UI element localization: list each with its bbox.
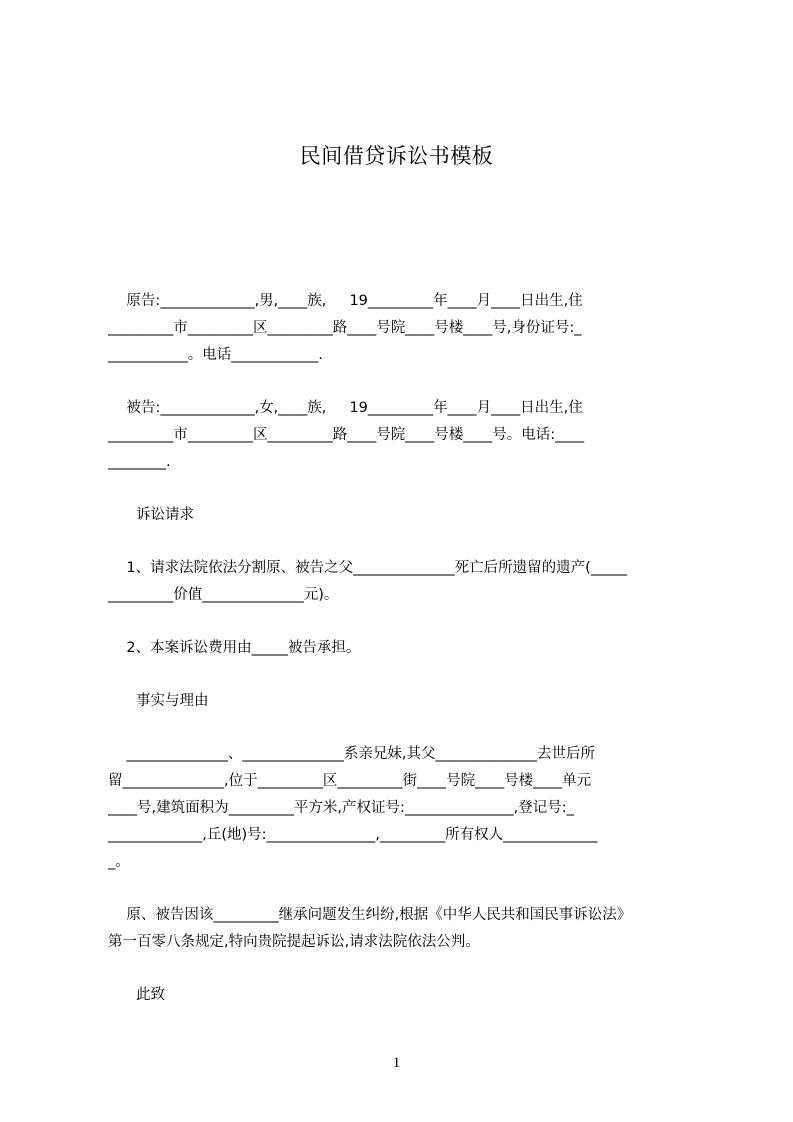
document-title: 民间借贷诉讼书模板 [299,144,494,168]
closing-salutation: 此致 [136,987,165,1003]
facts-line-3: ____号,建筑面积为_________平方米,产权证号:_______________,登记号:_ [108,800,574,816]
facts-heading: 事实与理由 [136,693,209,709]
defendant-line-3: ________. [108,454,171,470]
facts-line-4: _____________,丘(地)号:_______________,_________所有权人_____________ [108,827,598,843]
plaintiff-line-3: ___________。电话____________. [108,347,323,363]
claims-heading: 诉讼请求 [136,507,194,523]
plaintiff-line-2: _________市_________区_________路____号院____号楼____号,身份证号:_ [108,320,582,336]
claim-1-line-1: 1、请求法院依法分割原、被告之父______________死亡后所遗留的遗产(_____ [108,560,628,576]
conclusion-line-1: 原、被告因该_________继承问题发生纠纷,根据《中华人民共和国民事诉讼法》 [108,907,632,923]
defendant-line-2: _________市_________区_________路____号院____号楼____号。电话:____ [108,427,585,443]
page-number: 1 [392,1055,401,1071]
facts-line-5: _。 [108,854,130,870]
claim-1-line-2: _________价值______________元)。 [108,587,339,603]
defendant-line-1: 被告:_____________,女,____族, 19_________年____月____日出生,住 [108,400,583,416]
conclusion-line-2: 第一百零八条规定,特向贵院提起诉讼,请求法院依法公判。 [108,934,480,950]
plaintiff-line-1: 原告:_____________,男,____族, 19_________年____月____日出生,住 [108,293,583,309]
claim-2: 2、本案诉讼费用由_____被告承担。 [108,640,361,656]
facts-line-2: 留______________,位于_________区_________街____号院____号楼____单元 [108,773,592,789]
facts-line-1: ______________、______________系亲兄妹,其父______________去世后所 [108,746,596,762]
